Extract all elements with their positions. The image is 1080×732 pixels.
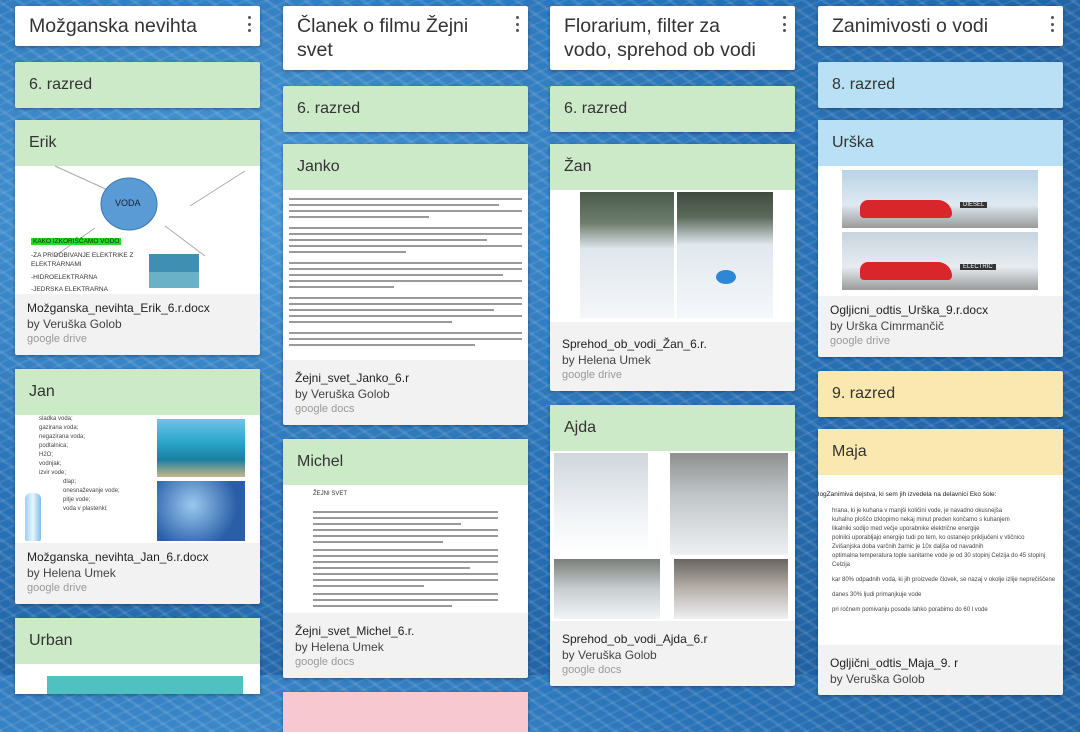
kebab-menu-icon[interactable] [244,16,254,32]
snow-photo [670,453,788,555]
bullet-item: sladka voda; [39,416,73,422]
attachment-thumbnail[interactable] [283,485,528,613]
bullet-item: optimalna temperatura tople sanitarne vode je od 30 stopinj Celzija do 45 stopinj [832,553,1046,559]
column-mozganska-nevihta [15,6,260,694]
document-intro: logZanimiva dejstva, ki sem jih izvedela na delavnici Eko šole: [818,491,997,498]
bullet-item: vodnjak; [39,461,62,467]
section-header[interactable]: 9. razred [818,371,1063,417]
file-name[interactable]: Žejni_svet_Michel_6.r. [295,624,415,638]
post-card-pink[interactable] [283,692,528,732]
post-card[interactable] [15,369,260,604]
document-title: ŽEJNI SVET [313,491,348,497]
post-card[interactable] [818,429,1063,695]
post-card[interactable] [550,144,795,391]
attachment-thumbnail[interactable] [818,166,1063,296]
card-meta [550,621,795,686]
column-title[interactable] [818,6,1063,46]
card-meta [818,296,1063,357]
pump-label: ELECTRIC [960,264,996,270]
file-name[interactable]: Sprehod_ob_vodi_Ajda_6.r [562,632,708,646]
card-title: Urška [818,120,1063,166]
card-meta [283,613,528,678]
author: by Veruška Golob [562,648,657,662]
bullet-item: Zvišanjska doba varčnih žarnic je 10x daljša od navadnih [832,544,984,550]
file-name[interactable]: Ogljicni_odtis_Urška_9.r.docx [830,303,989,317]
author: by Veruška Golob [830,672,925,686]
author: by Helena Umek [562,353,651,367]
bullet-item: H2O; [39,452,54,458]
column-clanek-zejni-svet [283,6,528,732]
bullet-item: hrana, ki je kuhana v manjši količini vode, je navadno okusnejša [832,508,1003,514]
document-preview [307,503,504,613]
car-shape [860,200,952,218]
attachment-thumbnail[interactable] [550,451,795,621]
kebab-menu-icon[interactable] [512,16,522,32]
author: by Helena Umek [27,566,116,580]
bullet-list [39,415,120,514]
snow-photo [677,192,773,318]
bullet-item: voda v plastenki; [63,506,108,512]
mindmap-line: -HIDROELEKTRARNA [31,274,98,281]
bullet-item: dlap; [63,479,77,485]
source: google docs [562,664,622,676]
column-title[interactable] [283,6,528,70]
bullet-item: negazirana voda; [39,434,86,440]
column-title[interactable] [15,6,260,46]
bullet-item: podtalnica; [39,443,69,449]
kebab-menu-icon[interactable] [1047,16,1057,32]
bullet-item: gazirana voda; [39,425,79,431]
post-card[interactable] [283,439,528,678]
attachment-thumbnail[interactable] [15,166,260,294]
card-meta [818,645,1063,695]
sea-photo [157,419,245,477]
column-title-text: Zanimivosti o vodi [832,15,989,37]
source: google docs [295,403,355,415]
author: by Veruška Golob [27,317,122,331]
source: google drive [830,335,890,347]
column-zanimivosti-o-vodi [818,6,1063,695]
author: by Urška Cimrmančič [830,319,945,333]
attachment-thumbnail[interactable] [818,475,1063,645]
card-title: Žan [550,144,795,190]
mindmap-line: ELEKTRARNAMI [31,261,82,268]
document-preview [283,190,528,360]
post-card[interactable] [283,144,528,425]
card-meta [550,322,795,391]
pump-label: DIESEL [960,202,987,208]
post-card[interactable] [818,120,1063,357]
attachment-thumbnail[interactable] [15,415,260,543]
bullet-item: polnilci uporabljajo energijo tudi po tem, ko ostanejo priključeni v vtičnico [832,535,1025,541]
card-title: Michel [283,439,528,485]
section-header[interactable]: 6. razred [283,86,528,132]
post-card[interactable] [15,618,260,694]
source: google drive [27,333,87,345]
sled-icon [716,270,736,284]
bubble-label: VODA [115,198,141,208]
card-title: Jan [15,369,260,415]
attachment-thumbnail[interactable] [15,664,260,694]
author: by Helena Umek [295,640,384,654]
bottle-photo [25,493,41,541]
post-card[interactable] [550,405,795,686]
electric-car-image [842,232,1038,290]
column-title-text: Članek o filmu Žejni svet [297,15,469,61]
card-meta [15,543,260,604]
file-name[interactable]: Sprehod_ob_vodi_Žan_6.r. [562,337,707,351]
card-title: Erik [15,120,260,166]
bullet-item: izvir vode; [39,470,67,476]
mindmap-line: -ZA PRIDOBIVANJE ELEKTRIKE Z [31,252,134,259]
bullet-item: Celzija [832,562,851,568]
card-title: Janko [283,144,528,190]
column-florarium [550,6,795,686]
snow-photo [554,559,660,619]
car-shape [860,262,952,280]
source: google docs [295,656,355,668]
highlight-text: KAKO IZKORIŠČAMO VODO [33,238,120,245]
diesel-car-image [842,170,1038,228]
column-title-text: Florarium, filter za vodo, sprehod ob vodi [564,15,756,61]
bullet-item: kar 80% odpadnih voda, ki jih proizvede človek, se nazaj v okolje izlije neprečiščene [832,577,1056,583]
bullet-item: danes 30% ljudi primanjkuje vode [832,592,922,598]
column-title-text: Možganska nevihta [29,15,198,37]
card-meta [283,360,528,425]
snow-photo [580,192,674,318]
post-card[interactable] [15,120,260,355]
author: by Veruška Golob [295,387,390,401]
file-name[interactable]: Možganska_nevihta_Jan_6.r.docx [27,550,209,564]
file-name[interactable]: Žejni_svet_Janko_6.r [295,371,410,385]
bullet-item: kuhalno ploščo izklopimo nekaj minut preden končamo s kuhanjem [832,517,1010,523]
card-title: Maja [818,429,1063,475]
card-title: Ajda [550,405,795,451]
section-header[interactable]: 8. razred [818,62,1063,108]
h2o-photo [157,481,245,541]
image-preview [47,676,243,694]
section-header[interactable]: 6. razred [15,62,260,108]
file-name[interactable]: Ogljični_odtis_Maja_9. r [830,656,959,670]
source: google drive [27,582,87,594]
snow-photo [554,453,648,555]
file-name[interactable]: Možganska_nevihta_Erik_6.r.docx [27,301,210,315]
source: google drive [562,369,622,381]
column-title[interactable] [550,6,795,70]
attachment-thumbnail[interactable] [283,190,528,360]
bullet-item: onesnaževanje vode; [63,488,120,494]
section-header[interactable]: 6. razred [550,86,795,132]
bullet-item: pri ročnem pomivanju posode lahko porabimo do 60 l vode [832,607,988,613]
attachment-thumbnail[interactable] [550,190,795,322]
snow-photo [674,559,788,619]
bullet-item: pitje vode; [63,497,91,503]
card-title: Urban [15,618,260,664]
bullet-item: likalniki sodijo med večje uporabnike električne energije [832,526,980,532]
card-title [283,692,528,732]
card-meta [15,294,260,355]
kebab-menu-icon[interactable] [779,16,789,32]
bullet-list [832,507,1061,615]
mindmap-line: -JEDRSKA ELEKTRARNA [31,286,108,293]
